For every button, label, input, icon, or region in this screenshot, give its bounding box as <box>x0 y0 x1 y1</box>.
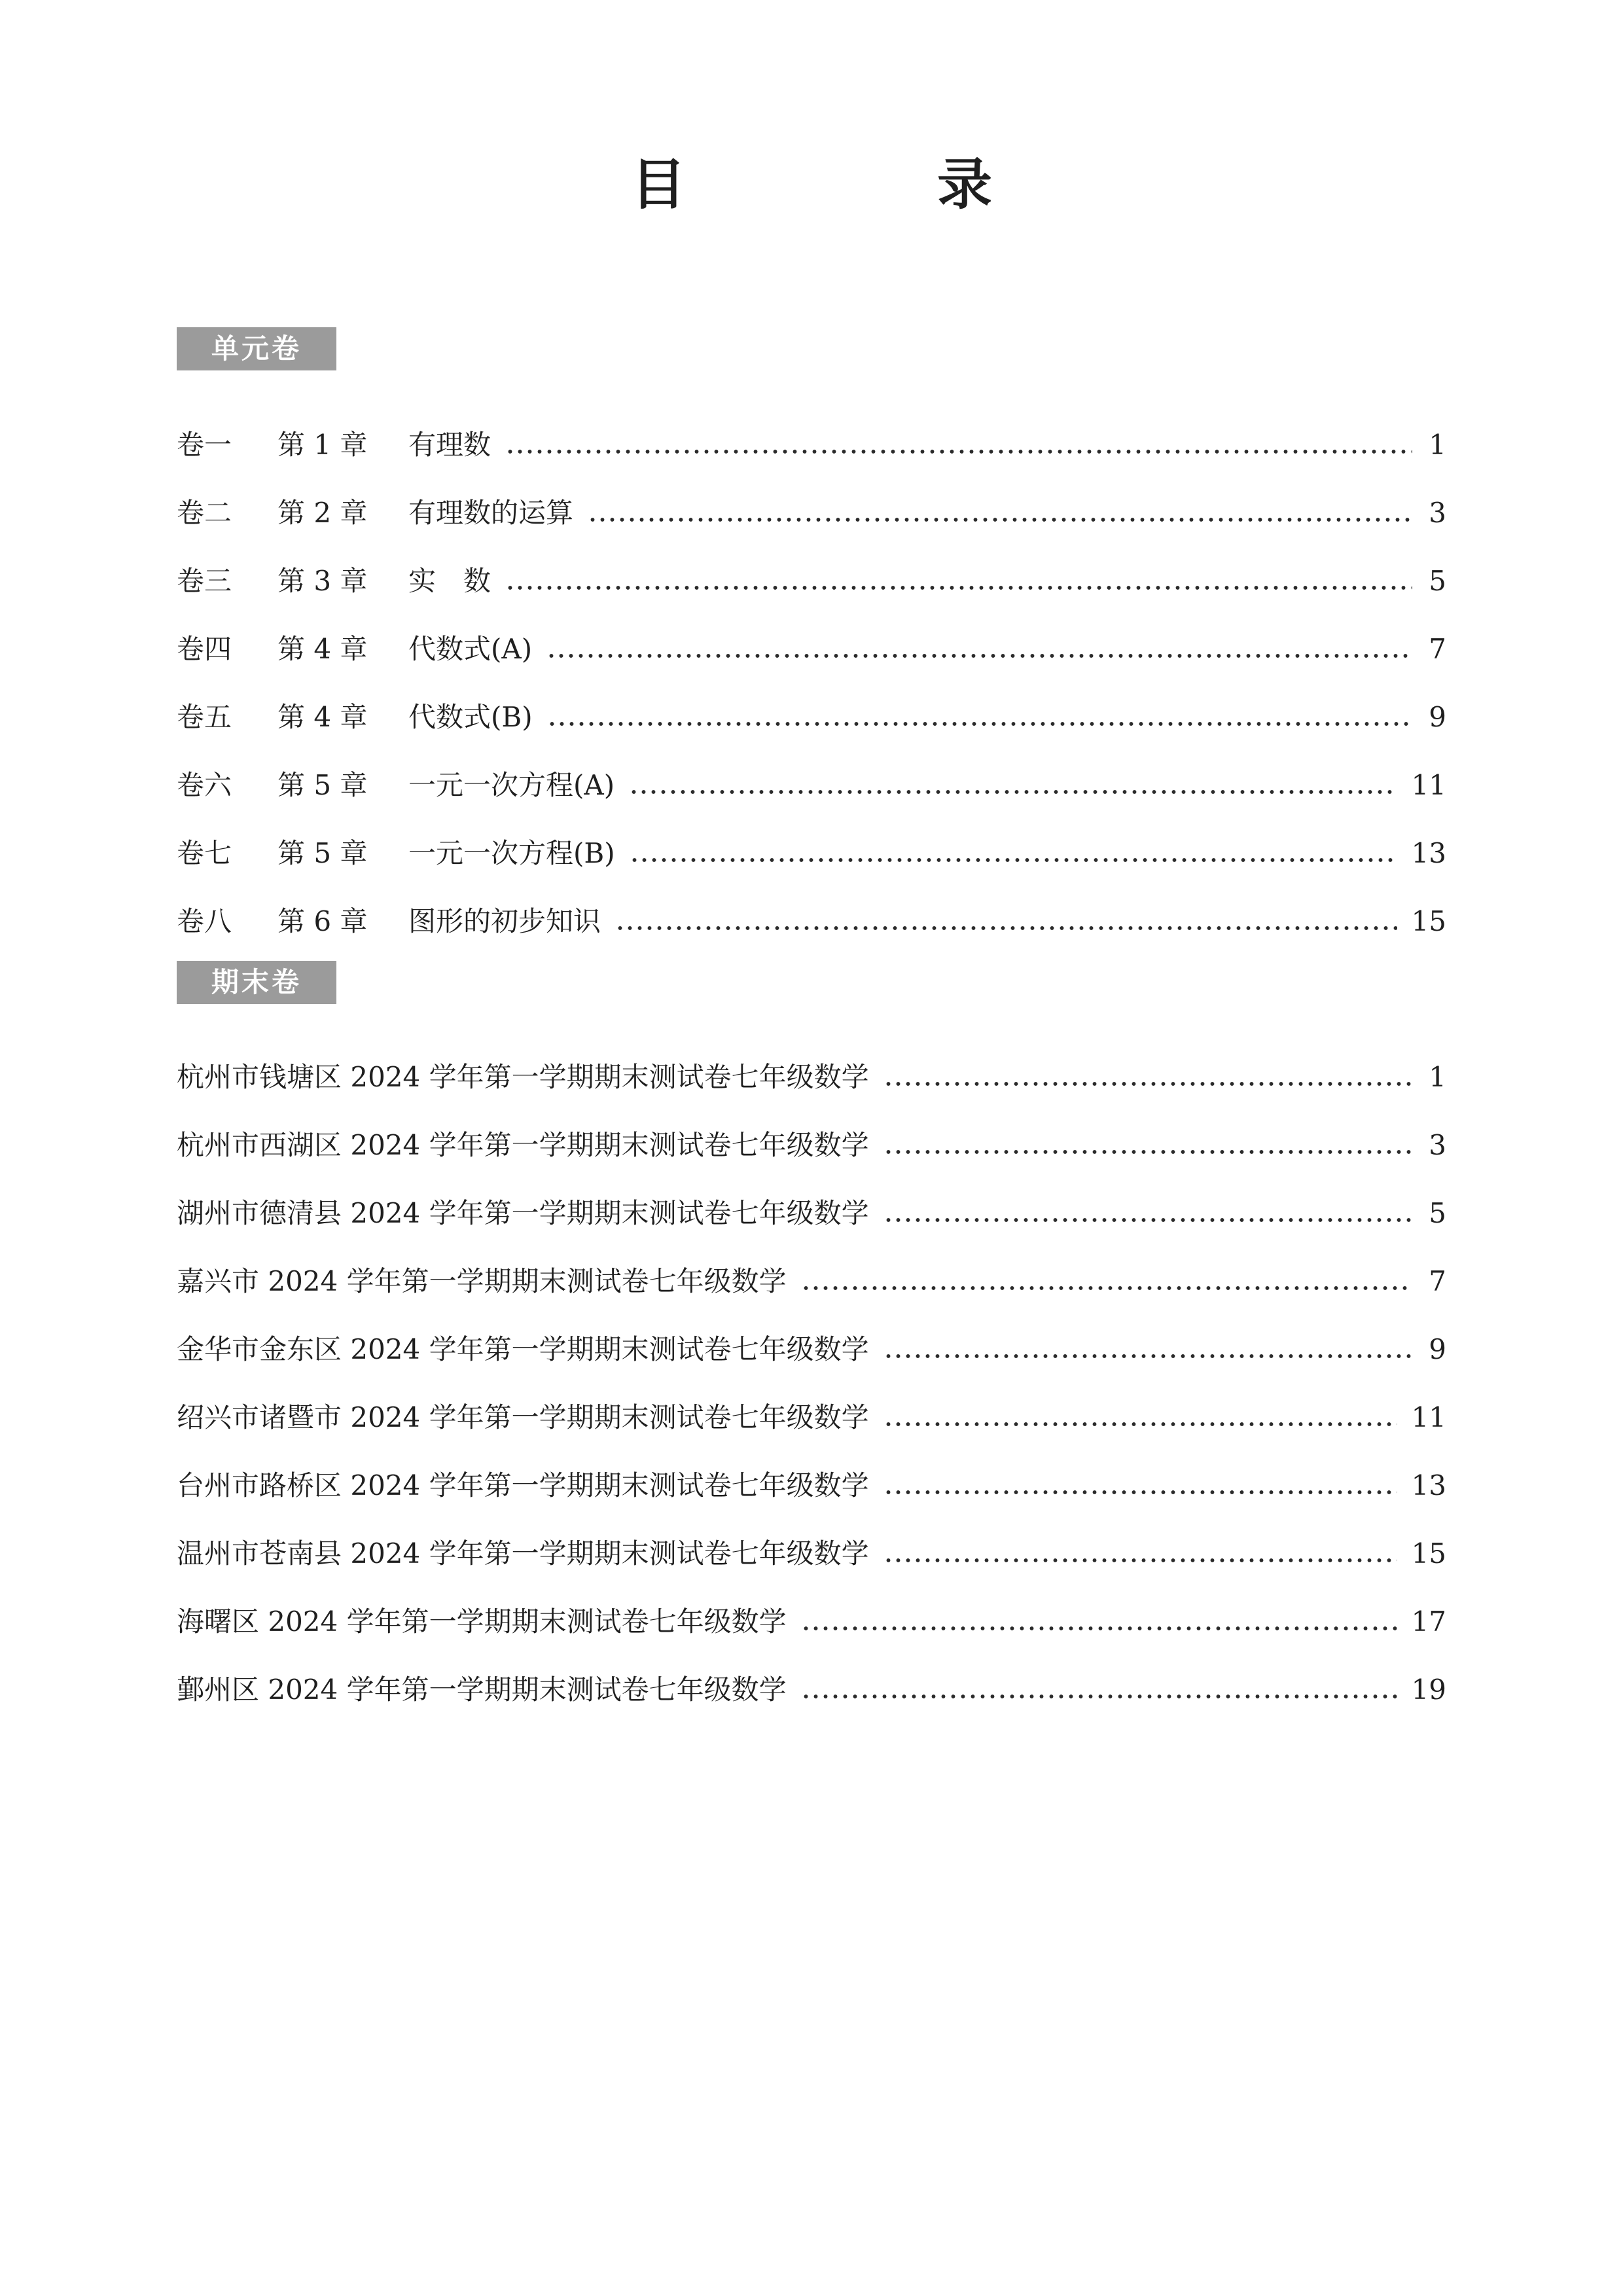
entry-title: 有理数 <box>408 429 491 461</box>
toc-entry[interactable] <box>177 669 1446 737</box>
volume-label: 卷五 <box>177 701 232 733</box>
toc-entry[interactable] <box>177 1437 1446 1505</box>
entry-title: 台州市路桥区 2024 学年第一学期期末测试卷七年级数学 <box>177 1469 869 1501</box>
entry-title: 湖州市德清县 2024 学年第一学期期末测试卷七年级数学 <box>177 1197 869 1229</box>
chapter-label: 第 5 章 <box>277 769 368 801</box>
volume-label: 卷二 <box>177 497 232 529</box>
toc-entry[interactable] <box>177 1165 1446 1233</box>
dot-leader <box>547 721 1412 726</box>
dot-leader <box>801 1626 1397 1631</box>
dot-leader <box>883 1354 1412 1359</box>
volume-label: 卷三 <box>177 565 232 597</box>
section-label-final: 期末卷 <box>177 961 336 1004</box>
section-label-unit: 单元卷 <box>177 327 336 370</box>
chapter-label: 第 4 章 <box>277 701 368 733</box>
page-number: 1 <box>1429 1061 1446 1093</box>
dot-leader <box>883 1081 1412 1086</box>
page-number: 15 <box>1411 1537 1446 1570</box>
chapter-label: 第 4 章 <box>277 633 368 665</box>
dot-leader <box>883 1149 1412 1155</box>
entry-title: 代数式(B) <box>408 701 533 733</box>
page-number: 5 <box>1429 1197 1446 1229</box>
page-number: 1 <box>1429 429 1446 461</box>
toc-entry[interactable] <box>177 1573 1446 1641</box>
dot-leader <box>546 653 1412 658</box>
toc-entry[interactable] <box>177 397 1446 465</box>
page-number: 17 <box>1411 1605 1446 1638</box>
toc-entry[interactable] <box>177 1505 1446 1573</box>
volume-label: 卷六 <box>177 769 232 801</box>
toc-entry[interactable] <box>177 737 1446 805</box>
dot-leader <box>630 857 1397 863</box>
page-number: 11 <box>1411 1401 1446 1433</box>
dot-leader <box>505 585 1412 590</box>
dot-leader <box>801 1694 1397 1699</box>
entry-title: 海曙区 2024 学年第一学期期末测试卷七年级数学 <box>177 1605 787 1638</box>
toc-entry[interactable] <box>177 601 1446 669</box>
entry-title: 一元一次方程(B) <box>408 837 615 869</box>
entry-title: 图形的初步知识 <box>408 905 601 937</box>
dot-leader <box>883 1558 1397 1563</box>
dot-leader <box>629 789 1397 795</box>
dot-leader <box>883 1422 1397 1427</box>
page-number: 19 <box>1411 1674 1446 1706</box>
page-number: 9 <box>1429 701 1446 733</box>
entry-title: 鄞州区 2024 学年第一学期期末测试卷七年级数学 <box>177 1674 787 1706</box>
page-number: 15 <box>1411 905 1446 937</box>
toc-entry[interactable] <box>177 1097 1446 1165</box>
chapter-label: 第 3 章 <box>277 565 368 597</box>
dot-leader <box>883 1217 1412 1223</box>
dot-leader <box>615 925 1397 931</box>
volume-label: 卷八 <box>177 905 232 937</box>
entry-title: 杭州市钱塘区 2024 学年第一学期期末测试卷七年级数学 <box>177 1061 869 1093</box>
entry-title: 代数式(A) <box>408 633 533 665</box>
page-number: 7 <box>1429 633 1446 665</box>
dot-leader <box>801 1285 1412 1291</box>
entry-title: 绍兴市诸暨市 2024 学年第一学期期末测试卷七年级数学 <box>177 1401 869 1433</box>
entry-title: 实 数 <box>408 565 491 597</box>
page-title: 目 录 <box>630 152 1090 217</box>
page-number: 9 <box>1429 1333 1446 1365</box>
toc-entry[interactable] <box>177 1301 1446 1369</box>
entry-title: 温州市苍南县 2024 学年第一学期期末测试卷七年级数学 <box>177 1537 869 1570</box>
page-number: 7 <box>1429 1265 1446 1297</box>
dot-leader <box>505 449 1412 454</box>
entry-title: 金华市金东区 2024 学年第一学期期末测试卷七年级数学 <box>177 1333 869 1365</box>
page-number: 13 <box>1411 1469 1446 1501</box>
chapter-label: 第 1 章 <box>277 429 368 461</box>
page-number: 3 <box>1429 1129 1446 1161</box>
page-number: 3 <box>1429 497 1446 529</box>
entry-title: 杭州市西湖区 2024 学年第一学期期末测试卷七年级数学 <box>177 1129 869 1161</box>
dot-leader <box>588 517 1412 522</box>
toc-list-unit <box>177 397 1446 941</box>
toc-entry[interactable] <box>177 1641 1446 1710</box>
page-number: 5 <box>1429 565 1446 597</box>
entry-title: 有理数的运算 <box>408 497 574 529</box>
page-number: 13 <box>1411 837 1446 869</box>
toc-entry[interactable] <box>177 1233 1446 1301</box>
volume-label: 卷一 <box>177 429 232 461</box>
dot-leader <box>883 1490 1397 1495</box>
toc-entry[interactable] <box>177 873 1446 941</box>
toc-entry[interactable] <box>177 465 1446 533</box>
volume-label: 卷七 <box>177 837 232 869</box>
entry-title: 一元一次方程(A) <box>408 769 615 801</box>
toc-entry[interactable] <box>177 1029 1446 1097</box>
chapter-label: 第 5 章 <box>277 837 368 869</box>
toc-entry[interactable] <box>177 805 1446 873</box>
toc-list-final <box>177 1029 1446 1710</box>
volume-label: 卷四 <box>177 633 232 665</box>
toc-entry[interactable] <box>177 1369 1446 1437</box>
chapter-label: 第 2 章 <box>277 497 368 529</box>
entry-title: 嘉兴市 2024 学年第一学期期末测试卷七年级数学 <box>177 1265 787 1297</box>
page-number: 11 <box>1411 769 1446 801</box>
toc-entry[interactable] <box>177 533 1446 601</box>
chapter-label: 第 6 章 <box>277 905 368 937</box>
